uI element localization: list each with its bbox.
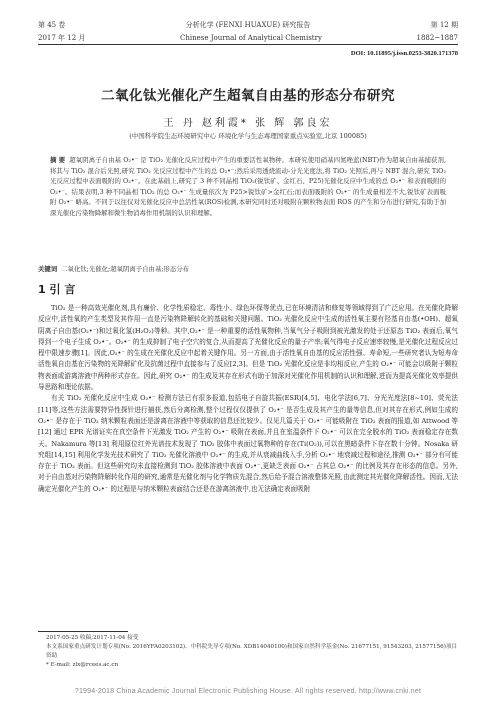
copyright-footer: ?1994-2018 China Academic Journal Electronic Publishing House. All rights reserved. http://www.cnki.net bbox=[74, 688, 422, 695]
paper-title: 二氧化钛光催化产生超氧自由基的形态分布研究 bbox=[101, 88, 395, 104]
keywords-label: 关键词 bbox=[38, 265, 58, 273]
journal-name-en: Chinese Journal of Analytical Chemistry bbox=[180, 34, 322, 42]
footnote-rule bbox=[38, 631, 128, 632]
footnote-received: 2017-05-25 收稿;2017-11-04 接受 bbox=[46, 635, 139, 641]
section-heading: 1 引 言 bbox=[38, 283, 76, 296]
publication-date: 2017 年 12 月 bbox=[38, 34, 86, 42]
paragraph: TiO₂ 是一种高效光催化剂,具有廉价、化学性质稳定、毒性小、绿色环保等优点,已在环境清洁和修复等领域得到了广泛应用。在光催化降解反应中,活性氧的产生类型及其作用一直是污染物降解转化的基础和关键问题。TiO₂ 光催化反应中生成的活性氧主要有羟基自由基(•OH)、超氧阴离子自由基(O₂•⁻)和过氧化氢(H₂O₂)等种。其中,O₂•⁻ 是一种重要的活性氧物种,当氧气分子吸附到被光激发的处于还原态 TiO₂ 表面后,氧气得到一个电子生成 O₂•⁻。O₂•⁻ 的生成抑制了电子空穴的复合,从而提高了光催化反应的量子产率;氧气得电子反应速率较慢,是光催化过程反应过程中限速步骤[1]。因此,O₂•⁻ 的生成在光催化反应中起着关键作用。另一方面,由于活性氧自由基的反应活性强、寿命短,一些研究者认为短寿命活性氧自由基在污染物的光降解矿化及抗菌过程中直接参与了反应[2,3]。但是 TiO₂ 光催化反应是非均相反应,产生的 O₂•⁻ 可能会以吸附于颗粒物表面或游离溶液中两种形式存在。因此,研究 O₂•⁻ 的生成及其存在形式有助于加深对光催化作用机制的认识和理解,进而为提高光催化效率提供导思路和理论依据。 bbox=[38, 304, 458, 392]
page-range: 1882~1887 bbox=[416, 34, 458, 42]
keywords bbox=[38, 264, 458, 273]
header-rule bbox=[38, 44, 458, 45]
doi: DOI: 10.11895/j.issn.0253-3820.171378 bbox=[350, 50, 458, 57]
journal-name-cn: 分析化学 (FENXI HUAXUE) 研究报告 bbox=[185, 21, 311, 29]
running-header-bottom bbox=[38, 33, 458, 43]
running-header-top bbox=[38, 20, 458, 30]
keywords-text: 二氧化钛;光催化;超氧阴离子自由基;形态分布 bbox=[61, 265, 190, 273]
authors: 王 丹 赵利霞* 张 辉 郭良宏 bbox=[163, 118, 333, 129]
abstract-text: 超氧阴离子自由基 O₂•⁻ 是 TiO₂ 光催化反应过程中产生的重要活性氧物种。本研究使用硝基四氮唑蓝(NBT)作为超氧自由基捕获剂,将其与 TiO₂ 混合后光照,研究 TiO₂ 光反应过程中产生的总 O₂•⁻;然后采用透烧流动-分光光度法,将 TiO₂ 光照后,再与 NBT 混合,研究 TiO₂ 光反应过程中表面吸附的 O₂•⁻。在此基础上,研究了 3 种不同晶相 TiO₂(锐钛矿、金红石、P25)光催化反应中生成的总 O₂•⁻ 和表面吸附的 O₂•⁻。结果表明,3 种不同晶相 TiO₂ 的总 O₂•⁻ 生成量依次为 P25>锐钛矿>金红石;而表面吸附的 O₂•⁻ 的生成量相差不大,锐钛矿表面吸附 O₂•⁻ 略高。不同于以往仅对光催化反应中总活性氧(ROS)检测,本研究同时还对吸附在颗粒物表面 ROS 的产生和分布进行研究,有助于加深光催化污染物降解和微生物消毒作用机制的认识和理解。 bbox=[50, 156, 446, 217]
footnote-email: * E-mail: zlx@rcees.ac.cn bbox=[46, 662, 119, 668]
volume-label: 第 45 卷 bbox=[38, 21, 66, 29]
abstract bbox=[50, 155, 446, 219]
abstract-label: 摘 要 bbox=[50, 156, 66, 164]
affiliation: (中国科学院生态环境研究中心 环境化学与生态毒理国家重点实验室,北京 100085) bbox=[129, 132, 367, 140]
issue-label: 第 12 期 bbox=[430, 21, 458, 29]
footnote-funding: 本文系国家重点研发计划专项(No. 2016YFA0203102)、中科院先导专项(No. XDB14040100)和国家自然科学基金(No. 21677151, 91543203, 21577156)项目资助 bbox=[46, 644, 458, 659]
paragraph: 有关 TiO₂ 光催化反应中生成 O₂•⁻ 检测方法已有很多报道,包括电子自旋共振(ESR)[4,5]、电化学法[6,7]、分光光度法[8~10]、荧光法[11]等,这些方法需要特异性探针进行捕获,然后分离检测,整个过程仅仅提供了 O₂•⁻ 是否生成及其产生的量等信息,但对其存在形式,例如生成的 O₂•⁻ 是存在于 TiO₂ 纳米颗粒表面还是游离在溶液中等获取的信息还比较少。仅见几篇关于 O₂•⁻ 可能吸附在 TiO₂ 表面的报道,如 Attwood 等[12] 通过 EPR 光谱证实在真空条件下光激发 TiO₂ 产生的 O₂•⁻ 吸附在表面,并且在室温条件下 O₂•⁻ 可以在完全脱水的 TiO₂ 表面稳定存在数天。Nakamura 等[13] 利用原位红外光谱技术发现了 TiO₂ 胶体中表面过氧物种的存在(Ti(O₂)),可以在黑暗条件下存在数十分钟。Nosaka 研究组[14,15] 利用化学发光技术研究了 TiO₂ 光催化溶液中 O₂•⁻ 的生成,并从衰减曲线入手,分析 O₂•⁻ 地衰减过程和途径,推测 O₂•⁻ 部分有可能存在于 TiO₂ 表面。但这些研究均未直接检测到 TiO₂ 胶体溶液中表面 O₂•⁻,更缺乏表面 O₂•⁻ 占其总 O₂•⁻ 的比例及其存在形态的信息。另外,对于自由基对污染物降解转化作用的研究,通常是光催化剂与化学物质先混合,然后给予混合溶液整体光照,由此测定其光催化降解活性。因而,无法确定光催化产生的 O₂•⁻ 的过程是与纳米颗粒表面结合还是在游离溶液中,也无法确定表面吸附 bbox=[38, 394, 458, 493]
body-text bbox=[38, 303, 458, 495]
